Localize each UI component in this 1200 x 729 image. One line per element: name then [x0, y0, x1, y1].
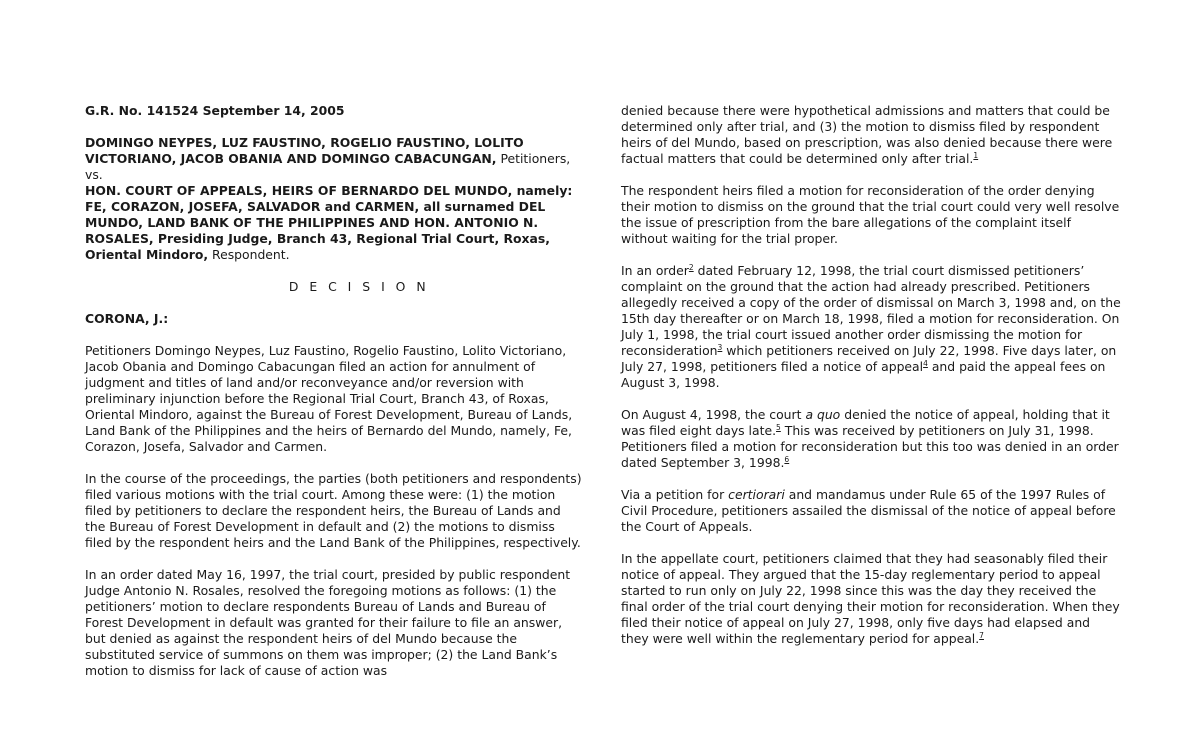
paragraph-text: and paid the appeal fees on August 3, 1998. — [621, 359, 1106, 390]
body-paragraph: Petitioners Domingo Neypes, Luz Faustino, Rogelio Faustino, Lolito Victoriano, Jacob Obania and Domingo Cabacungan filed an action for annulment of judgment and titles of land and/or reconveyance and/or reversion with preliminary injunction before the Regional Trial Court, Branch 43, of Roxas, Oriental Mindoro, against the Bureau of Forest Development, Bureau of Lands, Land Bank of the Philippines and the heirs of Bernardo del Mundo, namely, Fe, Corazon, Josefa, Salvador and Carmen. — [85, 343, 573, 454]
body-paragraph: In the course of the proceedings, the parties (both petitioners and respondents) filed various motions with the trial court. Among these were: (1) the motion filed by petitioners to declare the respondent heirs, the Bureau of Lands and the Bureau of Forest Development in default and (2) the motions to dismiss filed by the respondent heirs and the Land Bank of the Philippines, respectively. — [85, 471, 582, 550]
body-paragraph — [621, 407, 1121, 471]
paragraph-text: denied the notice of appeal, holding that it was filed eight days late. — [621, 407, 1110, 438]
paragraph-text: which petitioners received on July 22, 1998. Five days later, on July 27, 1998, petitioners filed a notice of appeal — [621, 343, 1117, 374]
body-paragraph: The respondent heirs filed a motion for reconsideration of the order denying their motion to dismiss on the ground that the trial court could very well resolve the issue of prescription from the bare allegations of the complaint itself without waiting for the trial proper. — [621, 183, 1120, 246]
paragraph-text: and mandamus under Rule 65 of the 1997 Rules of Civil Procedure, petitioners assailed the dismissal of the notice of appeal before the Court of Appeals. — [621, 487, 1116, 534]
paragraph-text: This was received by petitioners on July 31, 1998. Petitioners filed a motion for reconsideration but this too was denied in an order dated September 3, 1998. — [621, 423, 1119, 470]
respondents-names: HON. COURT OF APPEALS, HEIRS OF BERNARDO DEL MUNDO, namely: FE, CORAZON, JOSEFA, SALVADOR and CARMEN, all surnamed DEL MUNDO, LAND BANK OF THE PHILIPPINES AND HON. ANTONIO N. ROSALES, Presiding Judge, Branch 43, Regional Trial Court, Roxas, Oriental Mindoro, — [85, 183, 573, 262]
paragraph-text: denied because there were hypothetical admissions and matters that could be determined only after trial, and (3) the motion to dismiss filed by respondent heirs of del Mundo, based on prescription, was also denied because there were factual matters that could be determined only after trial. — [621, 103, 1113, 166]
paragraph-text: On August 4, 1998, the court — [621, 407, 806, 422]
paragraph-text: In the appellate court, petitioners claimed that they had seasonably filed their notice of appeal. They argued that the 15-day reglementary period to appeal started to run only on July 22, 1998 since this was the day they received the final order of the trial court denying their motion for reconsideration. When they filed their notice of appeal on July 27, 1998, only five days had elapsed and they were well within the reglementary period for appeal. — [621, 551, 1120, 646]
body-paragraph — [621, 103, 1121, 167]
body-paragraph — [621, 487, 1121, 535]
footnote-link[interactable]: 5 — [776, 422, 781, 432]
petitioners-names: DOMINGO NEYPES, LUZ FAUSTINO, ROGELIO FAUSTINO, LOLITO VICTORIANO, JACOB OBANIA AND DOMINGO CABACUNGAN, — [85, 135, 524, 166]
left-column — [85, 103, 585, 679]
respondents-role: Respondent. — [208, 247, 290, 262]
ponente: CORONA, J.: — [85, 311, 169, 326]
footnote-link[interactable]: 2 — [688, 262, 694, 272]
petitioners-block — [85, 135, 585, 167]
right-column — [621, 103, 1121, 647]
italic-term: a quo — [805, 407, 841, 422]
body-paragraph: In an order dated May 16, 1997, the trial court, presided by public respondent Judge Antonio N. Rosales, resolved the foregoing motions as follows: (1) the petitioners’ motion to declare respondents Bureau of Lands and Bureau of Forest Development in default was granted for their failure to file an answer, but denied as against the respondent heirs of del Mundo because the substituted service of summons on them was improper; (2) the Land Bank’s motion to dismiss for lack of cause of action was — [85, 567, 571, 678]
body-paragraph — [621, 263, 1121, 391]
footnote-link[interactable]: 6 — [784, 454, 790, 464]
decision-heading: D E C I S I O N — [288, 279, 430, 294]
versus-label: vs. — [85, 167, 103, 182]
footnote-link[interactable]: 3 — [717, 342, 723, 352]
paragraph-text: In an order — [621, 263, 689, 278]
respondents-block — [85, 183, 585, 263]
paragraph-text: dated February 12, 1998, the trial court dismissed petitioners’ complaint on the ground that the action had already prescribed. Petitioners allegedly received a copy of the order of dismissal on March 3, 1998 and, on the 15th day thereafter or on March 18, 1998, filed a motion for reconsideration. On July 1, 1998, the trial court issued another order dismissing the motion for reconsideration — [621, 263, 1121, 358]
paragraph-text: Via a petition for — [621, 487, 729, 502]
footnote-link[interactable]: 4 — [923, 358, 928, 368]
footnote-link[interactable]: 1 — [973, 150, 979, 160]
footnote-link[interactable]: 7 — [979, 630, 984, 640]
body-paragraph — [621, 551, 1121, 647]
case-number: G.R. No. 141524 September 14, 2005 — [85, 103, 345, 118]
italic-term: certiorari — [728, 487, 785, 502]
petitioners-role: Petitioners, — [496, 151, 571, 166]
